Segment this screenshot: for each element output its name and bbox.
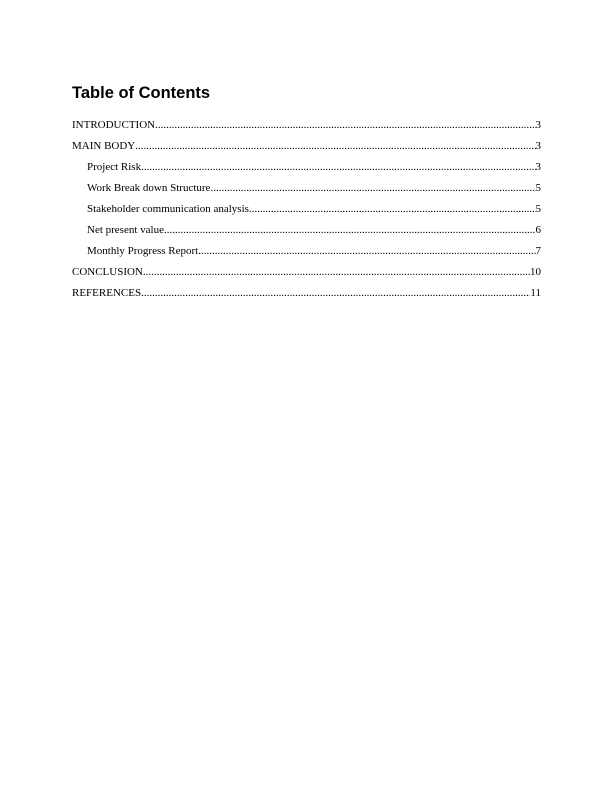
toc-page-number: 3: [535, 119, 541, 131]
toc-page-number: 10: [530, 266, 541, 278]
toc-title: Table of Contents: [72, 84, 211, 102]
toc-dot-leader: [198, 242, 535, 260]
toc-entry-references[interactable]: [72, 284, 541, 305]
toc-entry-project-risk[interactable]: [72, 158, 541, 179]
toc-entry-text: Monthly Progress Report: [87, 245, 199, 257]
toc-page-number: 3: [535, 161, 541, 173]
toc-entry-conclusion[interactable]: [72, 263, 541, 284]
toc-dot-leader: [141, 158, 535, 176]
toc-page-number: 6: [535, 224, 541, 236]
toc-entry-monthly-progress-report[interactable]: [72, 242, 541, 263]
toc-entry-text: CONCLUSION: [72, 266, 143, 278]
toc-page-number: 11: [530, 287, 541, 299]
toc-entry-text: Project Risk: [87, 161, 142, 173]
toc-dot-leader: [249, 200, 536, 218]
toc-page-number: 3: [535, 140, 541, 152]
toc-entry-text: MAIN BODY: [72, 140, 136, 152]
toc-entry-text: INTRODUCTION: [72, 119, 156, 131]
toc-entry-text: Net present value: [87, 224, 164, 236]
toc-dot-leader: [143, 263, 530, 281]
toc-entry-main-body[interactable]: [72, 137, 541, 158]
toc-entry-text: Stakeholder communication analysis: [87, 203, 249, 215]
toc-page-number: 5: [535, 203, 541, 215]
toc-page-number: 7: [535, 245, 541, 257]
toc-entry-work-breakdown-structure[interactable]: [72, 179, 541, 200]
toc-dot-leader: [155, 116, 535, 134]
toc-dot-leader: [135, 137, 535, 155]
toc-page-number: 5: [535, 182, 541, 194]
toc-dot-leader: [164, 221, 536, 239]
toc-entry-text: Work Break down Structure: [87, 182, 211, 194]
toc-entry-stakeholder-communication-analysis[interactable]: [72, 200, 541, 221]
toc-dot-leader: [141, 284, 530, 302]
toc-dot-leader: [210, 179, 535, 197]
toc-entry-net-present-value[interactable]: [72, 221, 541, 242]
toc-entry-introduction[interactable]: [72, 116, 541, 137]
toc-entry-text: REFERENCES: [72, 287, 142, 299]
toc-list: [72, 116, 541, 305]
